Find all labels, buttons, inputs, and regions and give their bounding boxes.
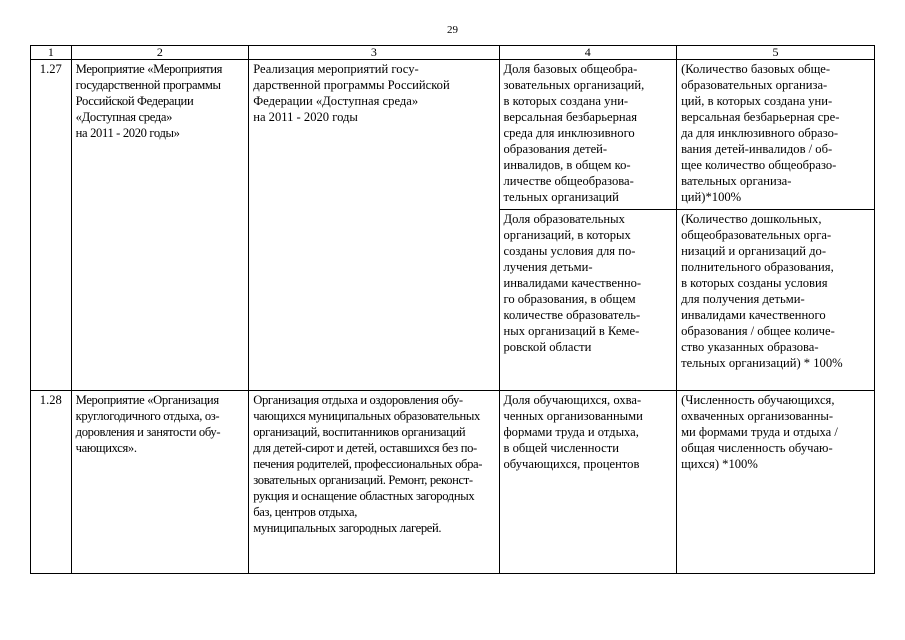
text-line: дарственной программы Российской bbox=[253, 78, 450, 92]
text-line: инвалидами качественного bbox=[681, 308, 826, 322]
text-line: вательных организа- bbox=[681, 174, 792, 188]
text-line: чающихся муниципальных образовательных bbox=[253, 409, 480, 423]
text-line: в которых создана уни- bbox=[503, 94, 629, 108]
text-line: на 2011 - 2020 годы» bbox=[75, 126, 180, 140]
text-line: щихся) *100% bbox=[681, 457, 758, 471]
header-col-5: 5 bbox=[677, 46, 875, 60]
text-line: щее количество общеобразо- bbox=[681, 158, 837, 172]
text-line: для получения детьми- bbox=[681, 292, 805, 306]
text-line: Мероприятие «Мероприятия bbox=[75, 62, 223, 76]
indicator-formula-cell bbox=[677, 210, 875, 391]
text-line: ми формами труда и отдыха / bbox=[681, 425, 838, 439]
text-line: на 2011 - 2020 годы bbox=[253, 110, 358, 124]
text-line: (Количество дошкольных, bbox=[681, 212, 822, 226]
event-cell bbox=[71, 60, 249, 391]
text-line: инвалидами качественно- bbox=[503, 276, 642, 290]
text-line: организаций, в которых bbox=[503, 228, 631, 242]
text-line: Доля обучающихся, охва- bbox=[503, 393, 642, 407]
text-line: обучающихся, процентов bbox=[503, 457, 640, 471]
page-number: 29 bbox=[447, 24, 458, 36]
header-col-3: 3 bbox=[249, 46, 499, 60]
text-line: ство указанных образова- bbox=[681, 340, 819, 354]
text-line: Российской Федерации bbox=[75, 94, 194, 108]
text-line: версальная безбарьерная bbox=[503, 110, 638, 124]
indicator-name-cell bbox=[499, 210, 677, 391]
table-row bbox=[31, 60, 875, 210]
text-line: Доля базовых общеобра- bbox=[503, 62, 638, 76]
text-line: Мероприятие «Организация bbox=[75, 393, 219, 407]
text-line: формами труда и отдыха, bbox=[503, 425, 639, 439]
text-line: Реализация мероприятий госу- bbox=[253, 62, 419, 76]
text-line: полнительного образования, bbox=[681, 260, 834, 274]
text-line: количестве образователь- bbox=[503, 308, 641, 322]
text-line: зовательных организаций. Ремонт, реконст- bbox=[253, 473, 473, 487]
event-cell bbox=[71, 391, 249, 574]
indicator-formula-cell bbox=[677, 60, 875, 210]
text-line: лучения детьми- bbox=[503, 260, 593, 274]
text-line: баз, центров отдыха, bbox=[253, 505, 358, 519]
text-line: в которых созданы условия bbox=[681, 276, 828, 290]
text-line: ченных организованными bbox=[503, 409, 643, 423]
text-line: низаций и организаций до- bbox=[681, 244, 827, 258]
header-row bbox=[31, 46, 875, 60]
text-line: организаций, воспитанников организаций bbox=[253, 425, 466, 439]
indicator-name-cell bbox=[499, 391, 677, 574]
text-line: образовательных организа- bbox=[681, 78, 828, 92]
text-line: зовательных организаций, bbox=[503, 78, 645, 92]
header-col-1: 1 bbox=[31, 46, 72, 60]
row-number: 1.27 bbox=[31, 60, 72, 391]
text-line: Организация отдыха и оздоровления обу- bbox=[253, 393, 463, 407]
text-line: версальная безбарьерная сре- bbox=[681, 110, 840, 124]
indicator-name-cell bbox=[499, 60, 677, 210]
text-line: среда для инклюзивного bbox=[503, 126, 635, 140]
text-line: (Количество базовых обще- bbox=[681, 62, 831, 76]
text-line: тельных организаций) * 100% bbox=[681, 356, 843, 370]
text-line: ций)*100% bbox=[681, 190, 742, 204]
text-line: инвалидов, в общем ко- bbox=[503, 158, 631, 172]
table-row bbox=[31, 391, 875, 574]
text-line: личестве общеобразова- bbox=[503, 174, 634, 188]
text-line: охваченных организованны- bbox=[681, 409, 834, 423]
text-line: муниципальных загородных лагерей. bbox=[253, 521, 442, 535]
header-col-2: 2 bbox=[71, 46, 249, 60]
text-line: «Доступная среда» bbox=[75, 110, 173, 124]
text-line: образования детей- bbox=[503, 142, 608, 156]
text-line: рукция и оснащение областных загородных bbox=[253, 489, 475, 503]
indicator-formula-cell bbox=[677, 391, 875, 574]
text-line: тельных организаций bbox=[503, 190, 619, 204]
text-line: Доля образовательных bbox=[503, 212, 625, 226]
text-line: государственной программы bbox=[75, 78, 221, 92]
text-line: (Численность обучающихся, bbox=[681, 393, 835, 407]
content-cell bbox=[249, 60, 499, 391]
text-line: общеобразовательных орга- bbox=[681, 228, 832, 242]
text-line: круглогодичного отдыха, оз- bbox=[75, 409, 220, 423]
header-col-4: 4 bbox=[499, 46, 677, 60]
measures-table bbox=[30, 45, 875, 574]
text-line: го образования, в общем bbox=[503, 292, 636, 306]
text-line: доровления и занятости обу- bbox=[75, 425, 221, 439]
text-line: печения родителей, профессиональных обра- bbox=[253, 457, 483, 471]
text-line: чающихся». bbox=[75, 441, 137, 455]
text-line: созданы условия для по- bbox=[503, 244, 636, 258]
content-cell bbox=[249, 391, 499, 574]
row-number: 1.28 bbox=[31, 391, 72, 574]
text-line: ций, в которых создана уни- bbox=[681, 94, 833, 108]
text-line: для детей-сирот и детей, оставшихся без по- bbox=[253, 441, 477, 455]
text-line: ных организаций в Кеме- bbox=[503, 324, 640, 338]
text-line: вания детей-инвалидов / об- bbox=[681, 142, 833, 156]
text-line: Федерации «Доступная среда» bbox=[253, 94, 419, 108]
text-line: образования / общее количе- bbox=[681, 324, 835, 338]
text-line: да для инклюзивного образо- bbox=[681, 126, 839, 140]
text-line: общая численность обучаю- bbox=[681, 441, 833, 455]
text-line: в общей численности bbox=[503, 441, 619, 455]
text-line: ровской области bbox=[503, 340, 592, 354]
